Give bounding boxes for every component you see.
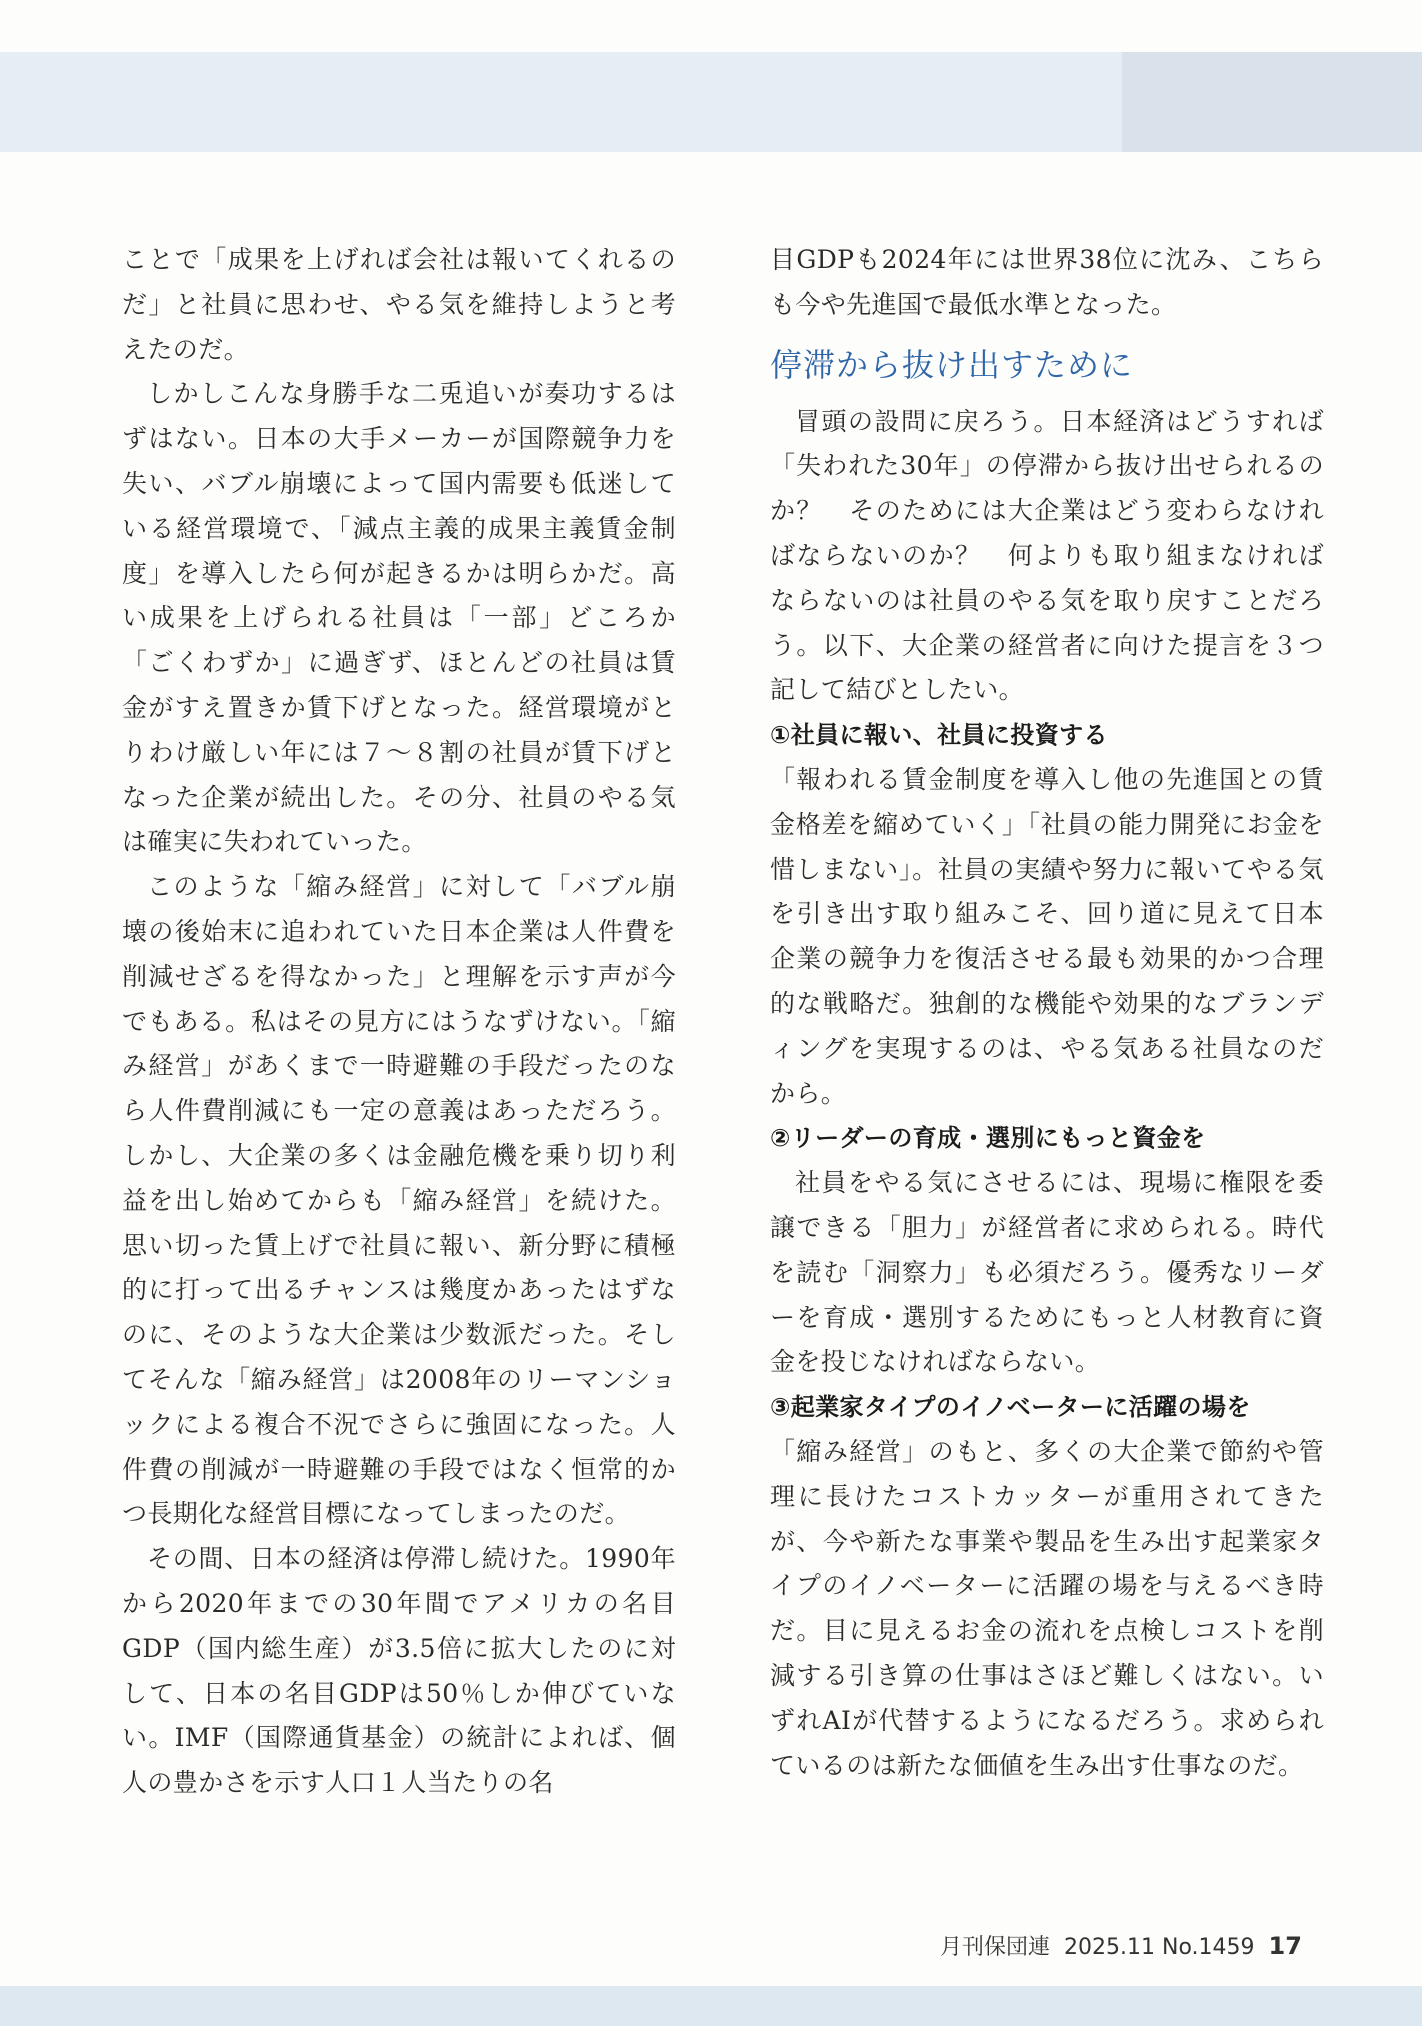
right-column (770, 238, 1324, 1788)
page-footer (940, 1930, 1302, 1961)
paragraph: このような「縮み経営」に対して「バブル崩壊の後始末に追われていた日本企業は人件費を削減せざるを得なかった」と理解を示す声が今でもある。私はその見方にはうなずけない。「縮み経営」があくまで一時避難の手段だったのなら人件費削減にも一定の意義はあっただろう。しかし、大企業の多くは金融危機を乗り切り利益を出し始めてからも「縮み経営」を続けた。思い切った賃上げで社員に報い、新分野に積極的に打って出るチャンスは幾度かあったはずなのに、そのような大企業は少数派だった。そしてそんな「縮み経営」は2008年のリーマンショックによる複合不況でさらに強固になった。人件費の削減が一時避難の手段ではなく恒常的かつ長期化な経営目標になってしまったのだ。 (122, 872, 676, 1529)
paragraph: その間、日本の経済は停滞し続けた。1990年から2020年までの30年間でアメリカの名目GDP（国内総生産）が3.5倍に拡大したのに対して、日本の名目GDPは50％しか伸びていない。IMF（国際通貨基金）の統計によれば、個人の豊かさを示す人口１人当たりの名 (122, 1544, 676, 1798)
magazine-name: 月刊保団連 (940, 1935, 1051, 1960)
sub-heading: ②リーダーの育成・選別にもっと資金を (770, 1124, 1206, 1153)
footer-band (0, 1986, 1422, 2026)
section-heading: 停滞から抜け出すために (770, 345, 1134, 384)
paragraph: 目GDPも2024年には世界38位に沈み、こちらも今や先進国で最低水準となった。 (770, 245, 1324, 319)
paragraph: 「報われる賃金制度を導入し他の先進国との賃金格差を縮めていく」「社員の能力開発にお金を惜しまない」。社員の実績や努力に報いてやる気を引き出す取り組みこそ、回り道に見えて日本企業の競争力を復活させる最も効果的かつ合理的な戦略だ。独創的な機能や効果的なブランディングを実現するのは、やる気ある社員なのだから。 (770, 764, 1324, 1108)
page-number: 17 (1268, 1932, 1302, 1960)
paragraph: 冒頭の設問に戻ろう。日本経済はどうすれば「失われた30年」の停滞から抜け出せられるのか？ そのためには大企業はどう変わらなければならないのか？ 何よりも取り組まなければならないのは社員のやる気を取り戻すことだろう。以下、大企業の経営者に向けた提言を３つ記して結びとしたい。 (770, 406, 1324, 705)
paragraph: しかしこんな身勝手な二兎追いが奏功するはずはない。日本の大手メーカーが国際競争力を失い、バブル崩壊によって国内需要も低迷している経営環境で、「減点主義的成果主義賃金制度」を導入したら何が起きるかは明らかだ。高い成果を上げられる社員は「一部」どころか「ごくわずか」に過ぎず、ほとんどの社員は賃金がすえ置きか賃下げとなった。経営環境がとりわけ厳しい年には７～８割の社員が賃下げとなった企業が続出した。その分、社員のやる気は確実に失われていった。 (122, 379, 676, 857)
header-band-shade (1122, 52, 1422, 152)
sub-heading: ③起業家タイプのイノベーターに活躍の場を (770, 1393, 1251, 1422)
left-column (122, 238, 676, 1806)
paragraph: ことで「成果を上げれば会社は報いてくれるのだ」と社員に思わせ、やる気を維持しようと考えたのだ。 (122, 245, 676, 364)
sub-heading: ①社員に報い、社員に投資する (770, 721, 1108, 750)
paragraph: 社員をやる気にさせるには、現場に権限を委譲できる「胆力」が経営者に求められる。時代を読む「洞察力」も必須だろう。優秀なリーダーを育成・選別するためにもっと人材教育に資金を投じなければならない。 (770, 1168, 1324, 1377)
header-band (0, 52, 1422, 152)
paragraph: 「縮み経営」のもと、多くの大企業で節約や管理に長けたコストカッターが重用されてきたが、今や新たな事業や製品を生み出す起業家タイプのイノベーターに活躍の場を与えるべき時だ。目に見えるお金の流れを点検しコストを削減する引き算の仕事はさほど難しくはない。いずれAIが代替するようになるだろう。求められているのは新たな価値を生み出す仕事なのだ。 (770, 1436, 1324, 1780)
issue-number: 2025.11 No.1459 (1064, 1935, 1255, 1960)
